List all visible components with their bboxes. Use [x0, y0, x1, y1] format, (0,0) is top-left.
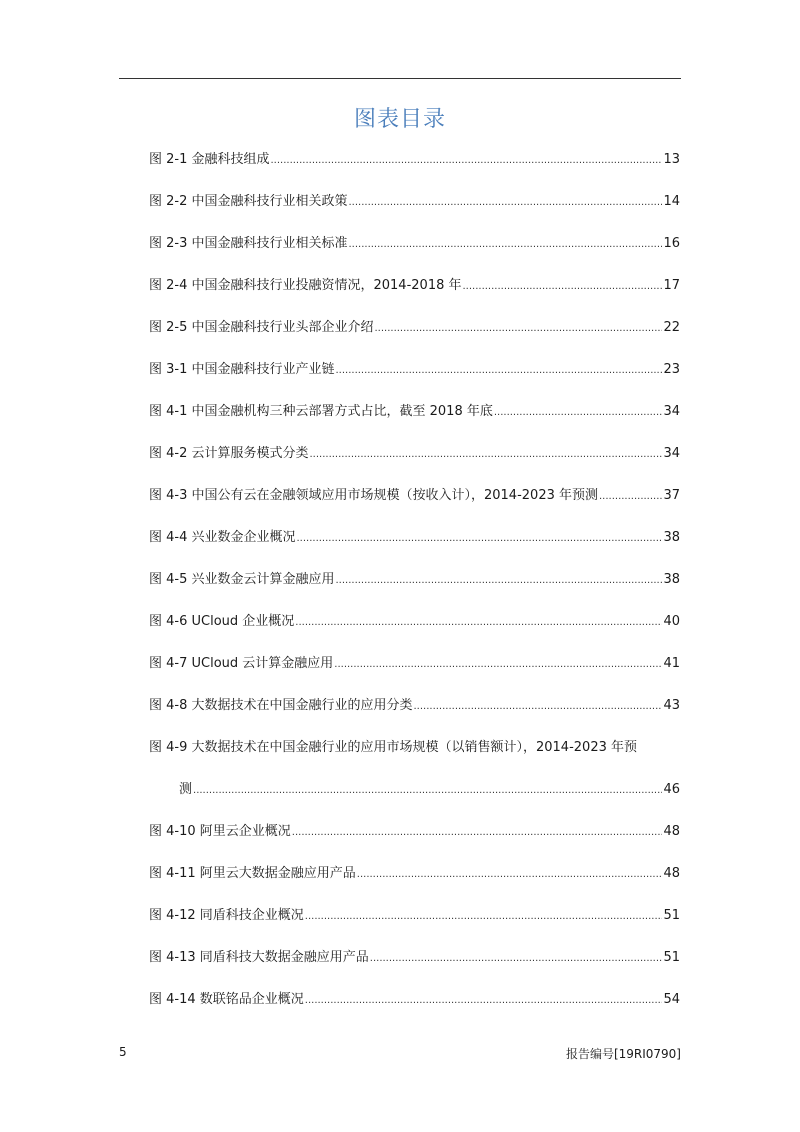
toc-entry-page: 34 [663, 446, 680, 461]
toc-entry-page: 54 [663, 992, 680, 1007]
toc-entry-label: 图 4-11 阿里云大数据金融应用产品 [149, 866, 356, 881]
toc-entry-page: 48 [663, 824, 680, 839]
toc-entry-label: 图 4-1 中国金融机构三种云部署方式占比，截至 2018 年底 [149, 404, 493, 419]
dot-leader [494, 399, 663, 427]
toc-entry[interactable] [149, 650, 680, 692]
dot-leader [193, 777, 662, 805]
report-id: 报告编号[19RI0790] [565, 1047, 681, 1061]
dot-leader [310, 441, 663, 469]
toc-entry-label: 图 4-14 数联铭品企业概况 [149, 992, 304, 1007]
toc-entry-page: 34 [663, 404, 680, 419]
toc-entry-page: 17 [663, 278, 680, 293]
toc-entry-page: 40 [663, 614, 680, 629]
toc-entry[interactable] [149, 566, 680, 608]
toc-entry-page: 16 [663, 236, 680, 251]
toc-entry-page: 51 [663, 908, 680, 923]
toc-entry-label: 图 4-9 大数据技术在中国金融行业的应用市场规模（以销售额计），2014-2023 年预 [149, 740, 637, 755]
toc-entry[interactable] [149, 230, 680, 272]
toc-entry-page: 23 [663, 362, 680, 377]
toc-entry[interactable] [149, 860, 680, 902]
dot-leader [463, 273, 663, 301]
dot-leader [295, 609, 662, 637]
toc-entry[interactable] [149, 986, 680, 1028]
toc-entry-label: 图 4-3 中国公有云在金融领域应用市场规模（按收入计），2014-2023 年预测 [149, 488, 598, 503]
toc-entry[interactable] [149, 146, 680, 188]
toc-entry-page: 37 [663, 488, 680, 503]
dot-leader [297, 525, 663, 553]
toc-entry-label: 图 2-2 中国金融科技行业相关政策 [149, 194, 348, 209]
toc-entry-label: 图 4-13 同盾科技大数据金融应用产品 [149, 950, 369, 965]
toc-entry-label: 图 2-5 中国金融科技行业头部企业介绍 [149, 320, 374, 335]
toc-entry-page: 43 [663, 698, 680, 713]
dot-leader [414, 693, 663, 721]
toc-entry[interactable] [149, 524, 680, 566]
toc-entry-page: 51 [663, 950, 680, 965]
toc-entry-label: 图 2-1 金融科技组成 [149, 152, 270, 167]
dot-leader [375, 315, 663, 343]
toc-entry[interactable] [149, 356, 680, 398]
toc-entry-page: 22 [663, 320, 680, 335]
toc-entry-page: 41 [663, 656, 680, 671]
figure-list [149, 146, 680, 1028]
toc-entry[interactable] [149, 734, 680, 776]
toc-entry[interactable] [149, 482, 680, 524]
toc-entry[interactable] [149, 188, 680, 230]
toc-entry-label: 图 4-4 兴业数金企业概况 [149, 530, 296, 545]
toc-entry-continuation[interactable] [149, 776, 680, 818]
toc-entry-label: 图 3-1 中国金融科技行业产业链 [149, 362, 335, 377]
toc-entry-label: 图 2-3 中国金融科技行业相关标准 [149, 236, 348, 251]
page-title: 图表目录 [353, 107, 446, 132]
toc-entry[interactable] [149, 314, 680, 356]
toc-entry-label: 图 4-2 云计算服务模式分类 [149, 446, 309, 461]
dot-leader [336, 357, 663, 385]
dot-leader [334, 651, 662, 679]
toc-entry[interactable] [149, 608, 680, 650]
dot-leader [305, 903, 663, 931]
toc-entry-label: 图 4-12 同盾科技企业概况 [149, 908, 304, 923]
dot-leader [349, 189, 663, 217]
toc-entry-label: 图 2-4 中国金融科技行业投融资情况，2014-2018 年 [149, 278, 462, 293]
dot-leader [349, 231, 663, 259]
dot-leader [357, 861, 663, 889]
toc-entry-label: 图 4-8 大数据技术在中国金融行业的应用分类 [149, 698, 413, 713]
dot-leader [370, 945, 663, 973]
dot-leader [305, 987, 663, 1015]
dot-leader [271, 147, 663, 175]
toc-entry[interactable] [149, 944, 680, 986]
toc-entry[interactable] [149, 272, 680, 314]
dot-leader [292, 819, 663, 847]
toc-entry-page: 14 [663, 194, 680, 209]
page-number: 5 [119, 1045, 127, 1059]
toc-entry-page: 46 [663, 782, 680, 797]
dot-leader [336, 567, 663, 595]
toc-entry[interactable] [149, 398, 680, 440]
toc-entry-page: 38 [663, 530, 680, 545]
toc-entry[interactable] [149, 692, 680, 734]
toc-entry[interactable] [149, 440, 680, 482]
toc-entry[interactable] [149, 818, 680, 860]
toc-entry-label-continued: 测 [179, 782, 193, 797]
toc-entry-label: 图 4-10 阿里云企业概况 [149, 824, 291, 839]
toc-entry-label: 图 4-5 兴业数金云计算金融应用 [149, 572, 335, 587]
toc-entry-page: 13 [663, 152, 680, 167]
toc-entry-label: 图 4-7 UCloud 云计算金融应用 [149, 656, 334, 671]
toc-entry-label: 图 4-6 UCloud 企业概况 [149, 614, 295, 629]
header-rule [119, 78, 681, 79]
toc-entry[interactable] [149, 902, 680, 944]
toc-entry-page: 48 [663, 866, 680, 881]
toc-entry-page: 38 [663, 572, 680, 587]
dot-leader [599, 483, 662, 511]
